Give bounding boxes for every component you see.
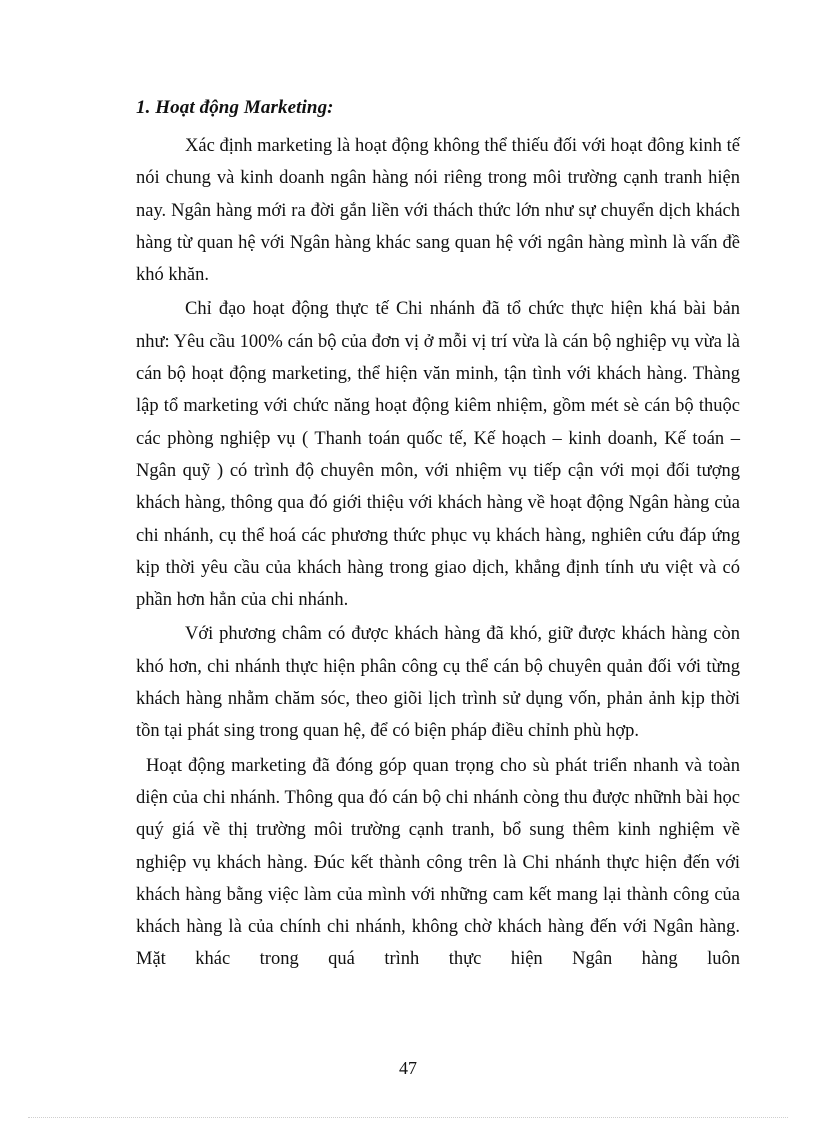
paragraph-2: Chỉ đạo hoạt động thực tế Chi nhánh đã tổ chức thực hiện khá bài bản như: Yêu cầu 100% cán bộ của đơn vị ở mỗi vị trí vừa là cán bộ nghiệp vụ vừa là cán bộ hoạt động marketing, thể hiện văn minh, tận tình với khách hàng. Thàng lập tổ marketing với chức năng hoạt động kiêm nhiệm, gồm mét sè cán bộ thuộc các phòng nghiệp vụ ( Thanh toán quốc tế, Kế hoạch – kinh doanh, Kế toán – Ngân quỹ ) có trình độ chuyên môn, với nhiệm vụ tiếp cận với mọi đối tượng khách hàng, thông qua đó giới thiệu với khách hàng về hoạt động Ngân hàng của chi nhánh, cụ thể hoá các phương thức phục vụ khách hàng, nghiên cứu đáp ứng kịp thời yêu cầu của khách hàng trong giao dịch, khẳng định tính ưu việt và có phần hơn hẳn của chi nhánh.: [136, 299, 740, 611]
paragraph-1: Xác định marketing là hoạt động không thể thiếu đối với hoạt đông kinh tế nói chung và kinh doanh ngân hàng nói riêng trong môi trường cạnh tranh hiện nay. Ngân hàng mới ra đời gắn liền với thách thức lớn như sự chuyển dịch khách hàng từ quan hệ với Ngân hàng khác sang quan hệ với ngân hàng mình là vấn đề khó khăn.: [136, 136, 740, 286]
page-bottom-border: [28, 1117, 788, 1118]
section-heading: 1. Hoạt động Marketing:: [136, 97, 334, 118]
page-number: 47: [399, 1058, 417, 1078]
paragraph-3: Với phương châm có được khách hàng đã khó, giữ được khách hàng còn khó hơn, chi nhánh thực hiện phân công cụ thể cán bộ chuyên quản đối với từng khách hàng nhằm chăm sóc, theo giõi lịch trình sử dụng vốn, phản ảnh kịp thời tồn tại phát sing trong quan hệ, để có biện pháp điều chỉnh phù hợp.: [136, 624, 740, 742]
paragraph-4: Hoạt động marketing đã đóng góp quan trọng cho sù phát triển nhanh và toàn diện của chi nhánh. Thông qua đó cán bộ chi nhánh còng thu được nhữnh bài học quý giá về thị trường môi trường cạnh tranh, bổ sung thêm kinh nghiệm về nghiệp vụ khách hàng. Đúc kết thành công trên là Chi nhánh thực hiện đến với khách hàng bằng việc làm của mình với những cam kết mang lại thành công của khách hàng là của chính chi nhánh, không chờ khách hàng đến với Ngân hàng. Mặt khác trong quá trình thực hiện Ngân hàng luôn: [136, 755, 740, 970]
body-text: [136, 130, 740, 978]
